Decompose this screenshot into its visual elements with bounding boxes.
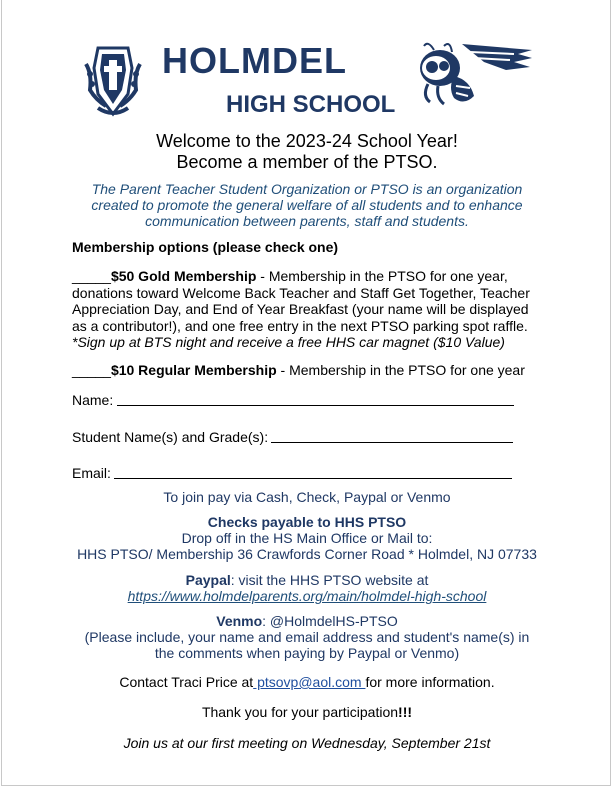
thanks-text: Thank you for your participation	[201, 704, 399, 720]
contact-line	[0, 674, 614, 691]
intro-line2: created to promote the general welfare of all students and to enhance	[91, 197, 523, 213]
regular-membership-option[interactable]	[72, 362, 525, 379]
venmo-line	[0, 613, 614, 630]
meeting-line: Join us at our first meeting on Wednesday, September 21st	[123, 735, 491, 751]
student-field[interactable]	[271, 442, 513, 443]
intro-line3: communication between parents, staff and students.	[145, 213, 469, 229]
checks-heading: Checks payable to HHS PTSO	[207, 514, 407, 530]
welcome-line1: Welcome to the 2023-24 School Year!	[156, 131, 458, 151]
paypal-text: : visit the HHS PTSO website at	[230, 572, 429, 588]
gold-membership-desc: - Membership in the PTSO for one year,	[256, 268, 508, 284]
checks-line1: Drop off in the HS Main Office or Mail to:	[181, 530, 433, 546]
contact-prefix: Contact Traci Price at	[119, 674, 254, 690]
gold-note: *Sign up at BTS night and receive a free HHS car magnet ($10 Value)	[72, 334, 505, 350]
regular-membership-desc: - Membership in the PTSO for one year	[276, 362, 525, 378]
email-label: Email:	[72, 465, 111, 481]
membership-heading: Membership options (please check one)	[72, 239, 339, 255]
thanks-exclaim: !!!	[398, 704, 413, 720]
gold-membership-label: $50 Gold Membership	[110, 268, 257, 284]
email-field[interactable]	[114, 478, 512, 479]
venmo-label: Venmo	[216, 613, 263, 629]
student-label: Student Name(s) and Grade(s):	[72, 429, 269, 445]
gold-membership-option[interactable]	[72, 268, 508, 285]
paypal-url-link[interactable]: https://www.holmdelparents.org/main/holmdel-high-school	[127, 588, 487, 604]
checks-address: HHS PTSO/ Membership 36 Crawfords Corner Road * Holmdel, NJ 07733	[77, 546, 537, 562]
gold-desc-line4: as a contributor!), and one free entry in the next PTSO parking spot raffle.	[72, 318, 528, 334]
gold-desc-line3: Appreciation Day, and End of Year Breakfast (your name will be displayed	[72, 301, 529, 317]
thanks-line	[0, 704, 614, 721]
name-label: Name:	[72, 392, 114, 408]
venmo-handle: : @HolmdelHS-PTSO	[262, 613, 398, 629]
regular-checkbox-blank: _____	[72, 362, 111, 378]
venmo-note-line1: (Please include, your name and email address and student's name(s) in	[84, 629, 530, 645]
paypal-label: Paypal	[185, 572, 231, 588]
contact-email-link[interactable]: ptsovp@aol.com	[253, 674, 366, 690]
school-crest-icon	[82, 44, 144, 120]
name-field[interactable]	[117, 405, 514, 406]
regular-membership-label: $10 Regular Membership	[110, 362, 277, 378]
contact-suffix: for more information.	[365, 674, 495, 690]
paypal-url-line	[0, 588, 614, 605]
hornet-mascot-icon	[414, 40, 534, 108]
gold-checkbox-blank: _____	[72, 268, 111, 284]
gold-desc-line2: donations toward Welcome Back Teacher and Staff Get Together, Teacher	[72, 285, 530, 301]
paypal-line	[0, 572, 614, 589]
intro-line1: The Parent Teacher Student Organization or PTSO is an organization	[91, 181, 523, 197]
join-text: To join pay via Cash, Check, Paypal or Venmo	[163, 489, 451, 505]
school-name-line2: HIGH SCHOOL	[226, 91, 396, 118]
welcome-line2: Become a member of the PTSO.	[176, 152, 438, 172]
venmo-note-line2: the comments when paying by Paypal or Venmo)	[154, 645, 460, 661]
school-name-line1: HOLMDEL	[162, 40, 347, 81]
